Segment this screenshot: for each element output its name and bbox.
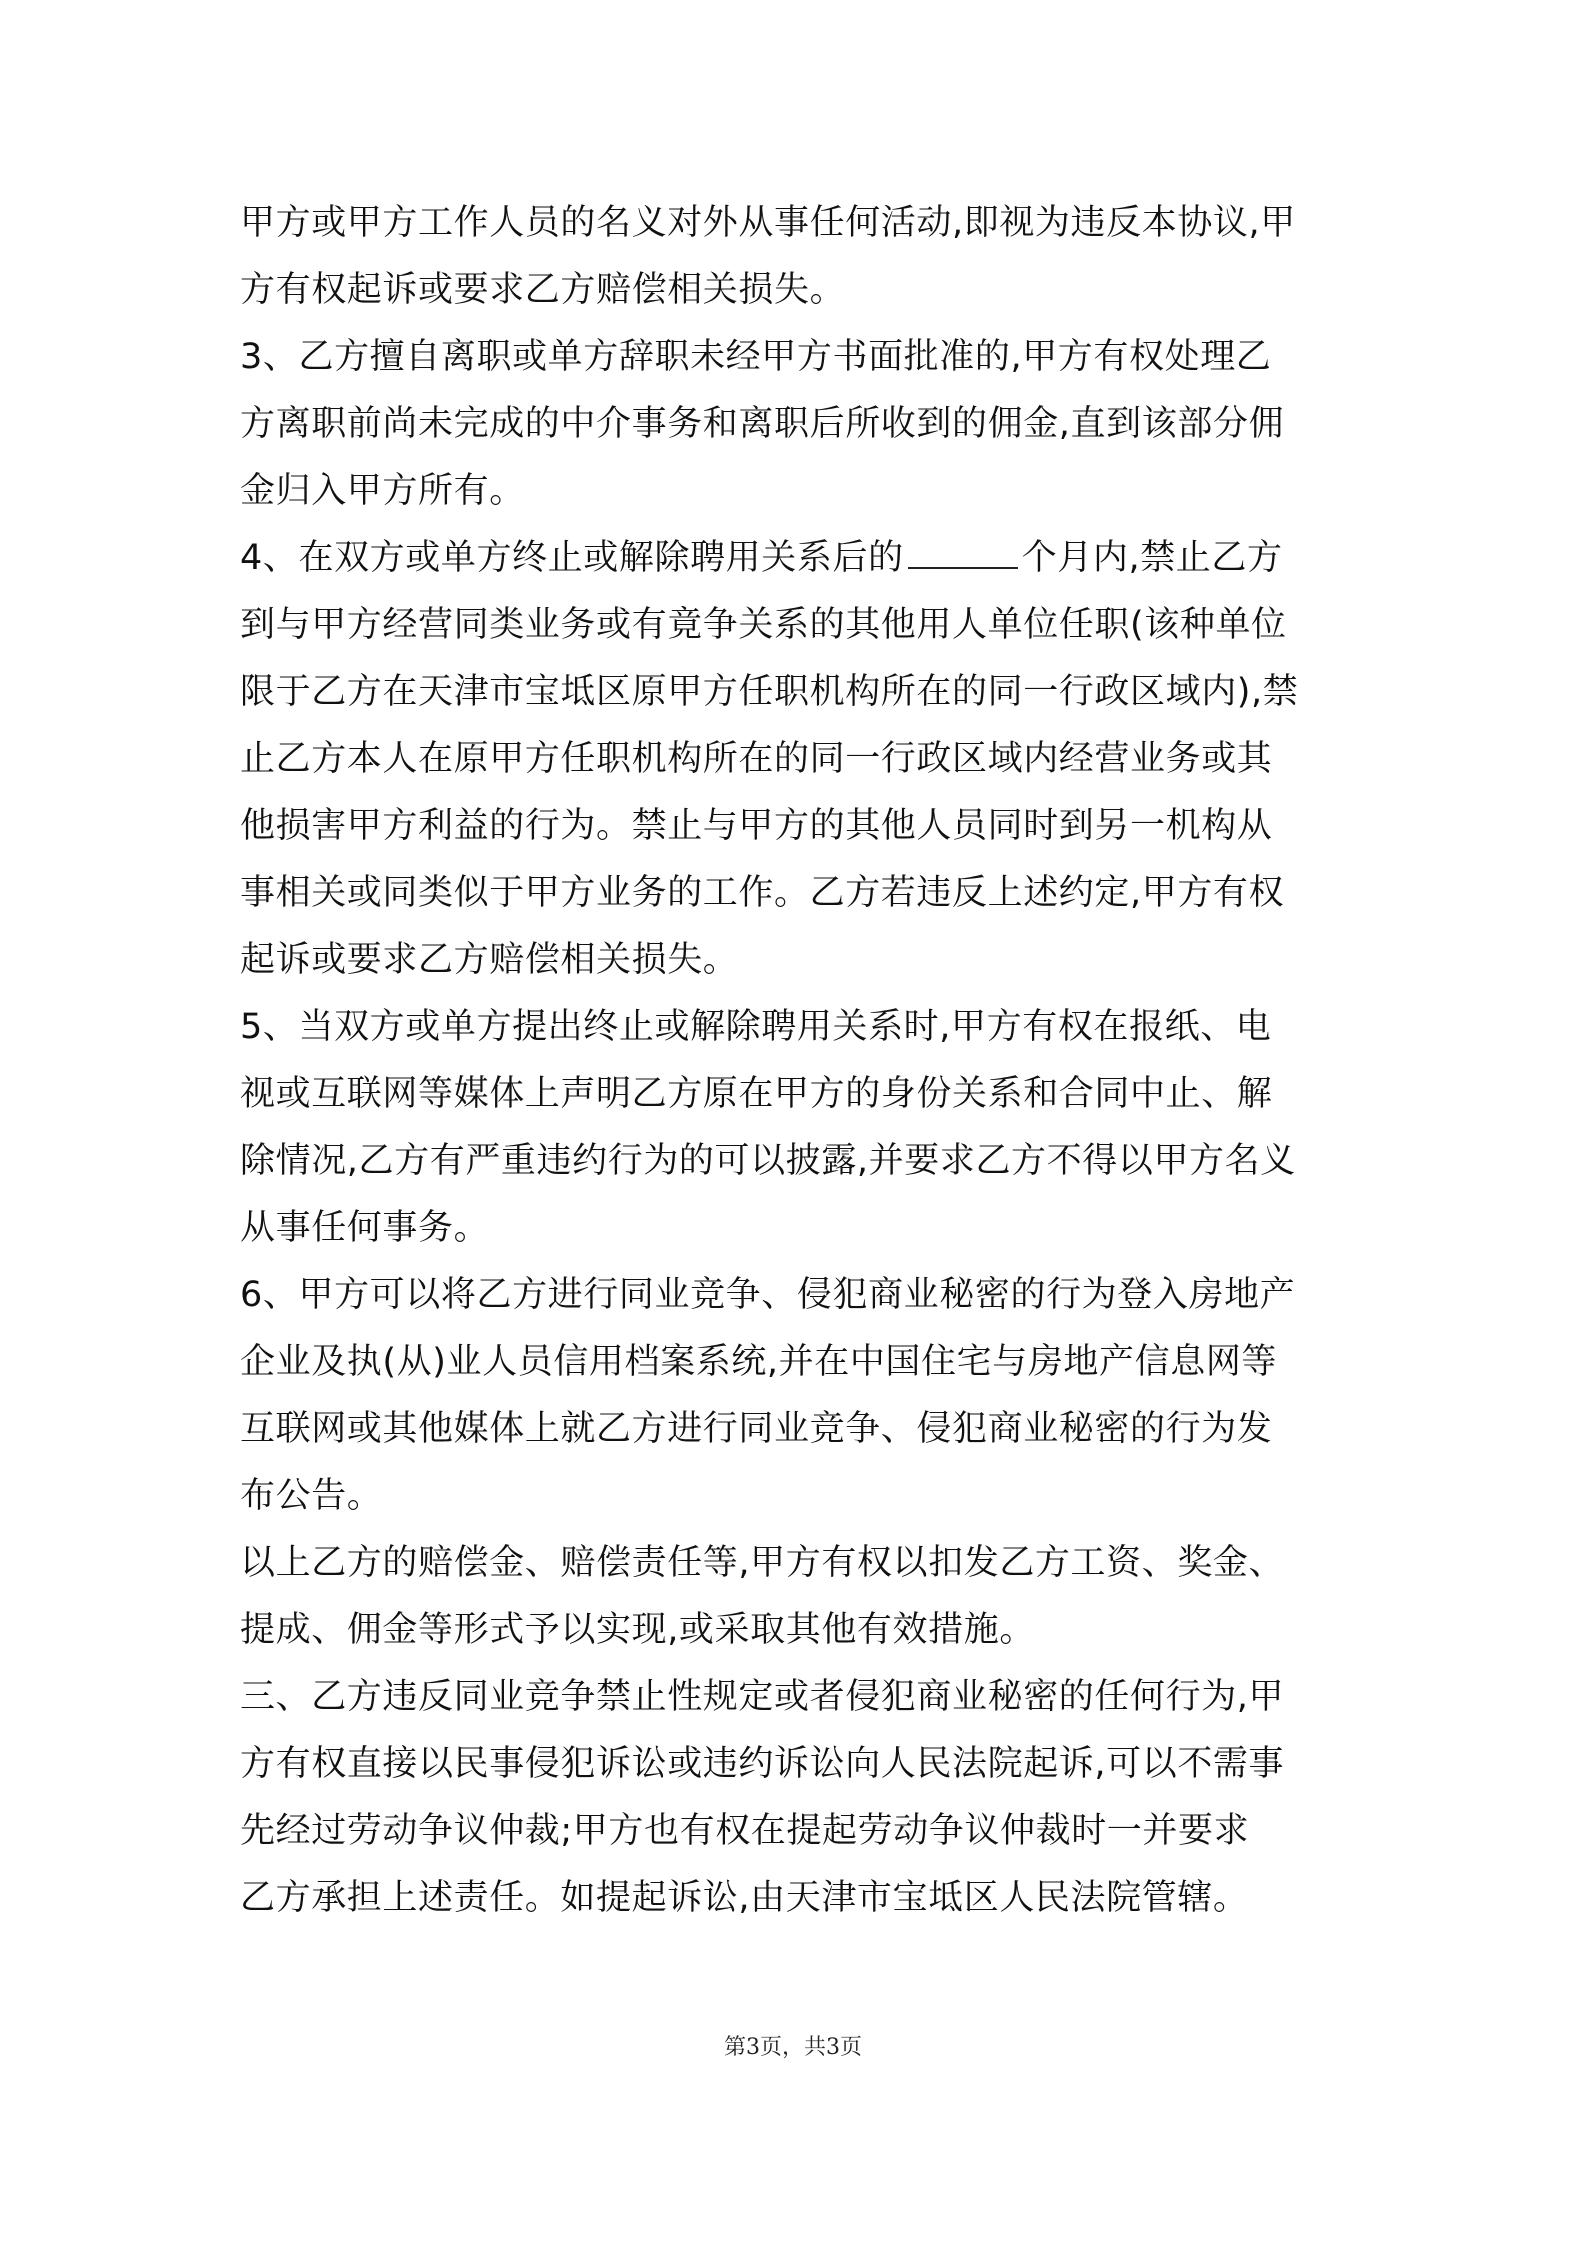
text-line: 三、乙方违反同业竞争禁止性规定或者侵犯商业秘密的任何行为,甲 bbox=[240, 1677, 1285, 1717]
document-body bbox=[240, 190, 1360, 1932]
text-line: 布公告。 bbox=[240, 1476, 383, 1516]
text-line: 金归入甲方所有。 bbox=[240, 471, 525, 511]
text-line: 提成、佣金等形式予以实现,或采取其他有效措施。 bbox=[240, 1610, 1035, 1650]
text-line: 方有权起诉或要求乙方赔偿相关损失。 bbox=[240, 270, 846, 310]
text-line: 视或互联网等媒体上声明乙方原在甲方的身份关系和合同中止、解 bbox=[240, 1074, 1273, 1114]
text-line: 方有权直接以民事侵犯诉讼或违约诉讼向人民法院起诉,可以不需事 bbox=[240, 1744, 1285, 1784]
text-line: 互联网或其他媒体上就乙方进行同业竞争、侵犯商业秘密的行为发 bbox=[240, 1409, 1273, 1449]
clause-4-text-after-blank: 个月内,禁止乙方 bbox=[1021, 538, 1283, 578]
text-line: 从事任何事务。 bbox=[240, 1208, 490, 1248]
text-line: 事相关或同类似于甲方业务的工作。乙方若违反上述约定,甲方有权 bbox=[240, 873, 1285, 913]
clause-4-text-before-blank: 4、在双方或单方终止或解除聘用关系后的 bbox=[240, 538, 904, 578]
text-line: 止乙方本人在原甲方任职机构所在的同一行政区域内经营业务或其 bbox=[240, 739, 1273, 779]
text-line: 企业及执(从)业人员信用档案系统,并在中国住宅与房地产信息网等 bbox=[240, 1342, 1278, 1382]
text-line: 以上乙方的赔偿金、赔偿责任等,甲方有权以扣发乙方工资、奖金、 bbox=[240, 1543, 1285, 1583]
text-line: 6、甲方可以将乙方进行同业竞争、侵犯商业秘密的行为登入房地产 bbox=[240, 1275, 1296, 1315]
text-line: 起诉或要求乙方赔偿相关损失。 bbox=[240, 940, 739, 980]
text-line: 方离职前尚未完成的中介事务和离职后所收到的佣金,直到该部分佣 bbox=[240, 404, 1285, 444]
text-line: 除情况,乙方有严重违约行为的可以披露,并要求乙方不得以甲方名义 bbox=[240, 1141, 1296, 1181]
text-line: 3、乙方擅自离职或单方辞职未经甲方书面批准的,甲方有权处理乙 bbox=[240, 337, 1272, 377]
text-line: 他损害甲方利益的行为。禁止与甲方的其他人员同时到另一机构从 bbox=[240, 806, 1273, 846]
page-number-footer: 第3页，共3页 bbox=[724, 2035, 862, 2060]
text-line: 先经过劳动争议仲裁;甲方也有权在提起劳动争议仲裁时一并要求 bbox=[240, 1811, 1250, 1851]
clause-4-first-line bbox=[240, 525, 1360, 592]
text-line: 限于乙方在天津市宝坻区原甲方任职机构所在的同一行政区域内),禁 bbox=[240, 672, 1299, 712]
text-line: 5、当双方或单方提出终止或解除聘用关系时,甲方有权在报纸、电 bbox=[240, 1007, 1272, 1047]
text-line: 乙方承担上述责任。如提起诉讼,由天津市宝坻区人民法院管辖。 bbox=[240, 1878, 1249, 1918]
text-line: 甲方或甲方工作人员的名义对外从事任何活动,即视为违反本协议,甲 bbox=[240, 203, 1296, 243]
fill-in-blank bbox=[908, 527, 1018, 569]
text-line: 到与甲方经营同类业务或有竟争关系的其他用人单位任职(该种单位 bbox=[240, 605, 1287, 645]
